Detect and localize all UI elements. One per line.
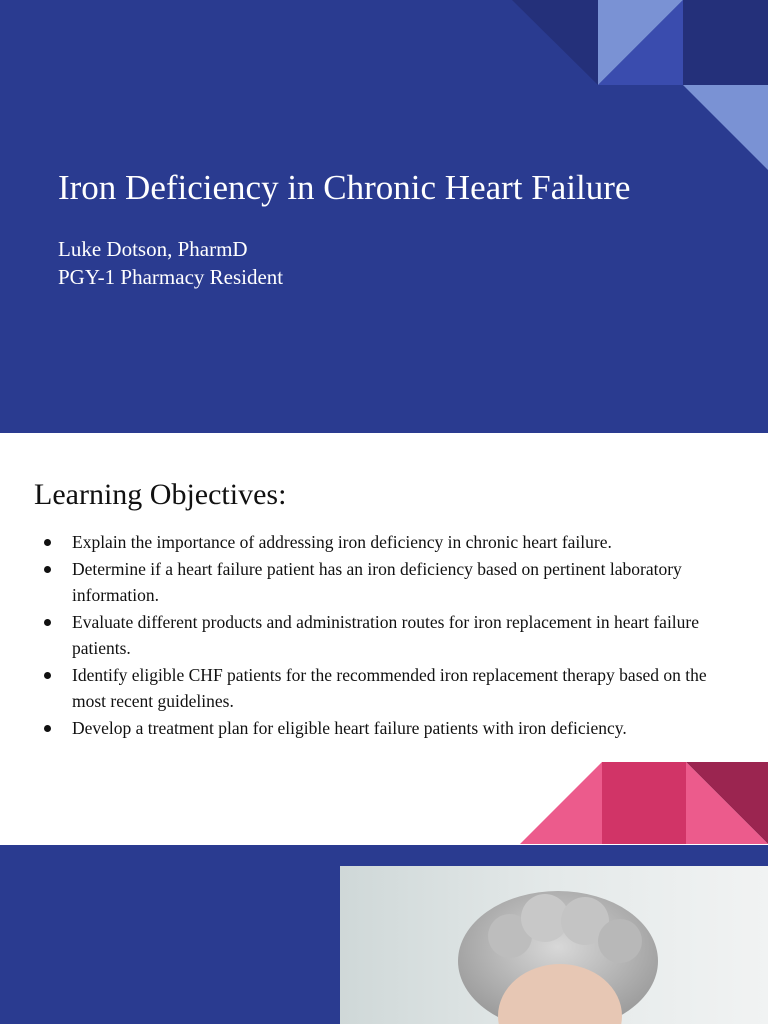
slide-divider xyxy=(0,845,768,866)
objective-text: Develop a treatment plan for eligible heart failure patients with iron deficiency. xyxy=(72,717,627,738)
objective-text: Determine if a heart failure patient has an iron deficiency based on pertinent laboratory information. xyxy=(72,558,682,605)
photo-slide xyxy=(0,866,768,1024)
deco-triangle-dark xyxy=(512,0,598,85)
deco-triangle-light-lower xyxy=(683,85,768,170)
deco-triangle-pink xyxy=(520,762,602,844)
presenter-name: Luke Dotson, PharmD xyxy=(58,237,248,261)
objectives-heading: Learning Objectives: xyxy=(34,478,287,511)
presenter-role: PGY-1 Pharmacy Resident xyxy=(58,265,284,289)
corner-decoration-blue xyxy=(0,0,768,433)
objective-text: Explain the importance of addressing iron deficiency in chronic heart failure. xyxy=(72,532,612,552)
deco-square-magenta xyxy=(602,762,686,844)
title-slide xyxy=(0,0,768,433)
elderly-woman-photo xyxy=(340,866,768,1024)
objectives-slide xyxy=(0,433,768,845)
slide-title: Iron Deficiency in Chronic Heart Failure xyxy=(58,168,631,207)
objective-text: Identify eligible CHF patients for the recommended iron replacement therapy based on the most recent guidelines. xyxy=(72,664,707,711)
corner-decoration-pink xyxy=(0,433,768,845)
objective-text: Evaluate different products and administration routes for iron replacement in heart failure patients. xyxy=(72,611,700,658)
deco-square-dark xyxy=(683,0,768,85)
